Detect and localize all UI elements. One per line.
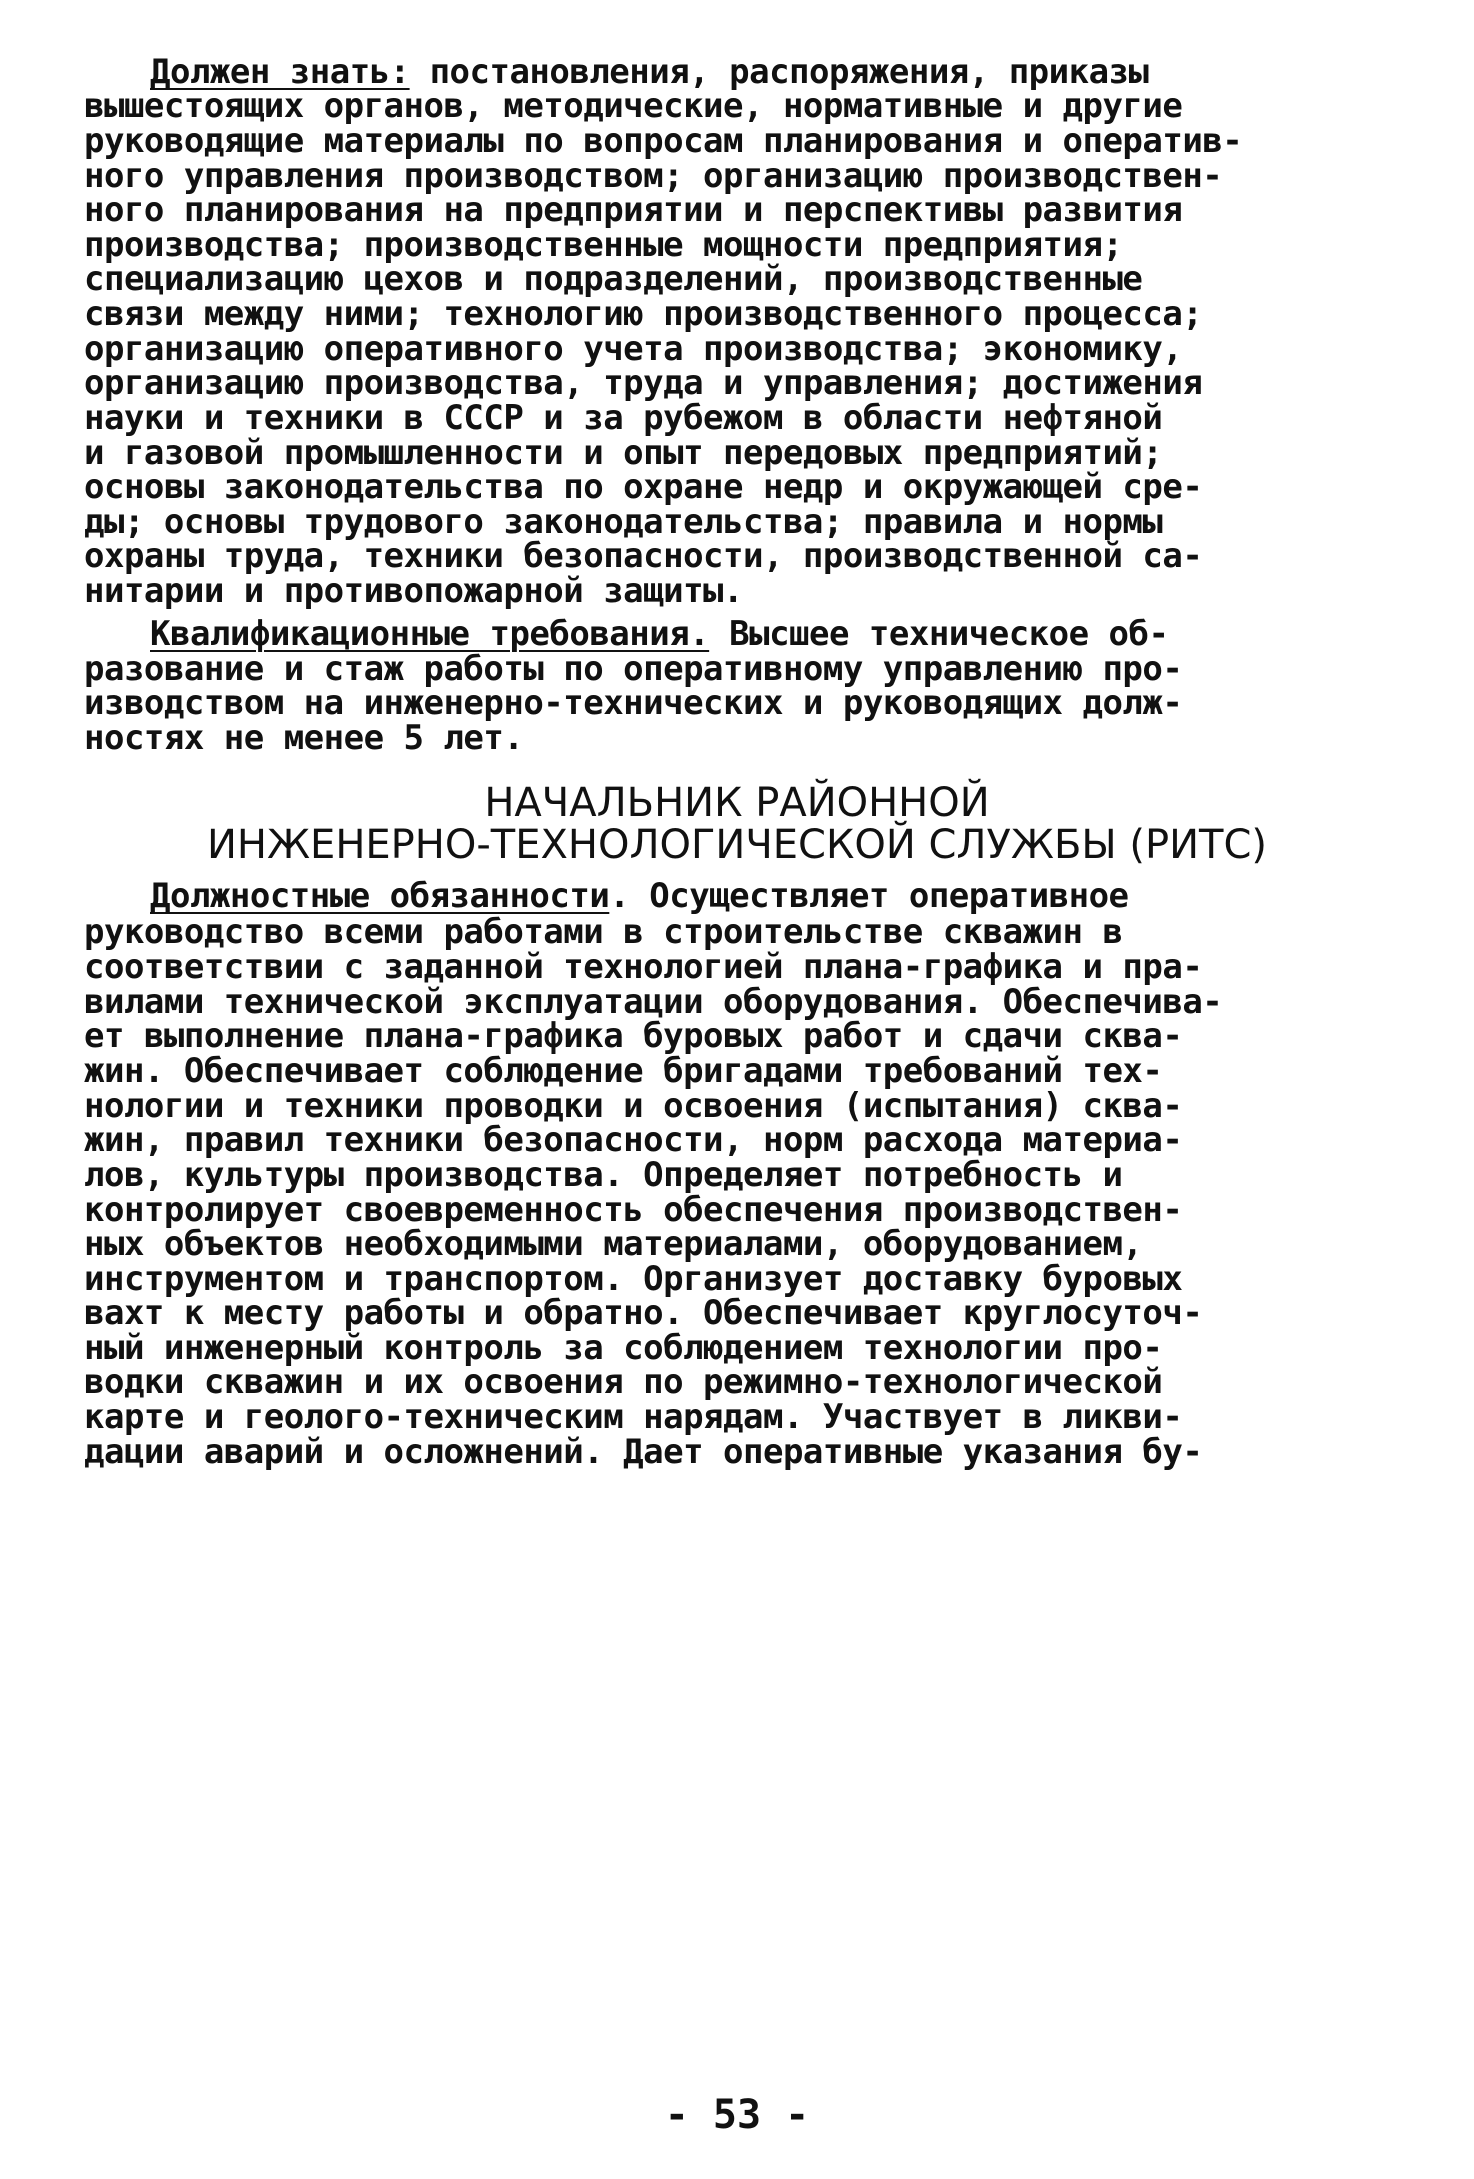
section-3-line-14: ный инженерный контроль за соблюдением технологии про- xyxy=(84,1328,1163,1368)
section-3-line-13: вахт к месту работы и обратно. Обеспечивает круглосуточ- xyxy=(84,1293,1203,1333)
section-3-line-12: инструментом и транспортом. Организует доставку буровых xyxy=(84,1259,1183,1299)
section-3-line-15: водки скважин и их освоения по режимно-технологической xyxy=(84,1362,1163,1402)
section-3-line-16: карте и геолого-техническим нарядам. Участвует в ликви- xyxy=(84,1397,1183,1437)
section-1-line-9: организацию оперативного учета производства; экономику, xyxy=(84,329,1183,369)
section-1-heading: Должен знать: xyxy=(150,52,410,92)
section-1-line-8: связи между ними; технологию производственного процесса; xyxy=(84,294,1203,334)
section-1-line-4: ного управления производством; организацию производствен- xyxy=(84,156,1223,196)
section-3-line-1: Должностные обязанности. Осуществляет оперативное xyxy=(150,876,1129,916)
section-1-line-11: науки и техники в СССР и за рубежом в области нефтяной xyxy=(84,398,1163,438)
section-3-line-5: ет выполнение плана-графика буровых работ и сдачи сква- xyxy=(84,1016,1183,1056)
section-1-line-15: охраны труда, техники безопасности, производственной са- xyxy=(84,536,1203,576)
section-2-line-4: ностях не менее 5 лет. xyxy=(84,718,524,758)
section-1-line-2: вышестоящих органов, методические, нормативные и другие xyxy=(84,86,1183,126)
section-3-line-8: жин, правил техники безопасности, норм расхода материа- xyxy=(84,1120,1183,1160)
section-2-line-3: изводством на инженерно-технических и руководящих долж- xyxy=(84,683,1183,723)
section-1-line-1: Должен знать: постановления, распоряжения, приказы xyxy=(150,52,1149,92)
section-1-line-16: нитарии и противопожарной защиты. xyxy=(84,571,744,611)
page-number: - 53 - xyxy=(664,2092,810,2138)
document-title-line-1: НАЧАЛЬНИК РАЙОННОЙ xyxy=(484,780,990,826)
section-3-line-10: контролирует своевременность обеспечения производствен- xyxy=(84,1190,1183,1230)
section-3-line-17: дации аварий и осложнений. Дает оперативные указания бу- xyxy=(84,1432,1203,1472)
section-2-line-1: Квалификационные требования. Высшее техническое об- xyxy=(150,614,1169,654)
section-1-line-5: ного планирования на предприятии и перспективы развития xyxy=(84,190,1183,230)
section-3-heading: Должностные обязанности xyxy=(150,876,610,916)
section-3-line-7: нологии и техники проводки и освоения (испытания) сква- xyxy=(84,1086,1183,1126)
document-title-line-2: ИНЖЕНЕРНО-ТЕХНОЛОГИЧЕСКОЙ СЛУЖБЫ (РИТС) xyxy=(206,822,1268,868)
section-3-line-11: ных объектов необходимыми материалами, оборудованием, xyxy=(84,1224,1143,1264)
section-1-line-12: и газовой промышленности и опыт передовых предприятий; xyxy=(84,433,1163,473)
section-1-line-14: ды; основы трудового законодательства; правила и нормы xyxy=(84,502,1163,542)
section-1-line-3: руководящие материалы по вопросам планирования и оператив- xyxy=(84,121,1243,161)
section-2-heading: Квалификационные требования. xyxy=(150,614,710,654)
section-1-line-6: производства; производственные мощности предприятия; xyxy=(84,225,1123,265)
section-2-line-2: разование и стаж работы по оперативному управлению про- xyxy=(84,649,1183,689)
section-3-line-3: соответствии с заданной технологией плана-графика и пра- xyxy=(84,947,1203,987)
section-3-line-9: лов, культуры производства. Определяет потребность и xyxy=(84,1155,1123,1195)
section-3-line-4: вилами технической эксплуатации оборудования. Обеспечива- xyxy=(84,982,1223,1022)
section-1-line-10: организацию производства, труда и управления; достижения xyxy=(84,363,1203,403)
section-3-line-2: руководство всеми работами в строительстве скважин в xyxy=(84,912,1123,952)
section-1-line-7: специализацию цехов и подразделений, производственные xyxy=(84,259,1143,299)
section-3-line-6: жин. Обеспечивает соблюдение бригадами требований тех- xyxy=(84,1051,1163,1091)
section-1-line-13: основы законодательства по охране недр и окружающей сре- xyxy=(84,467,1203,507)
